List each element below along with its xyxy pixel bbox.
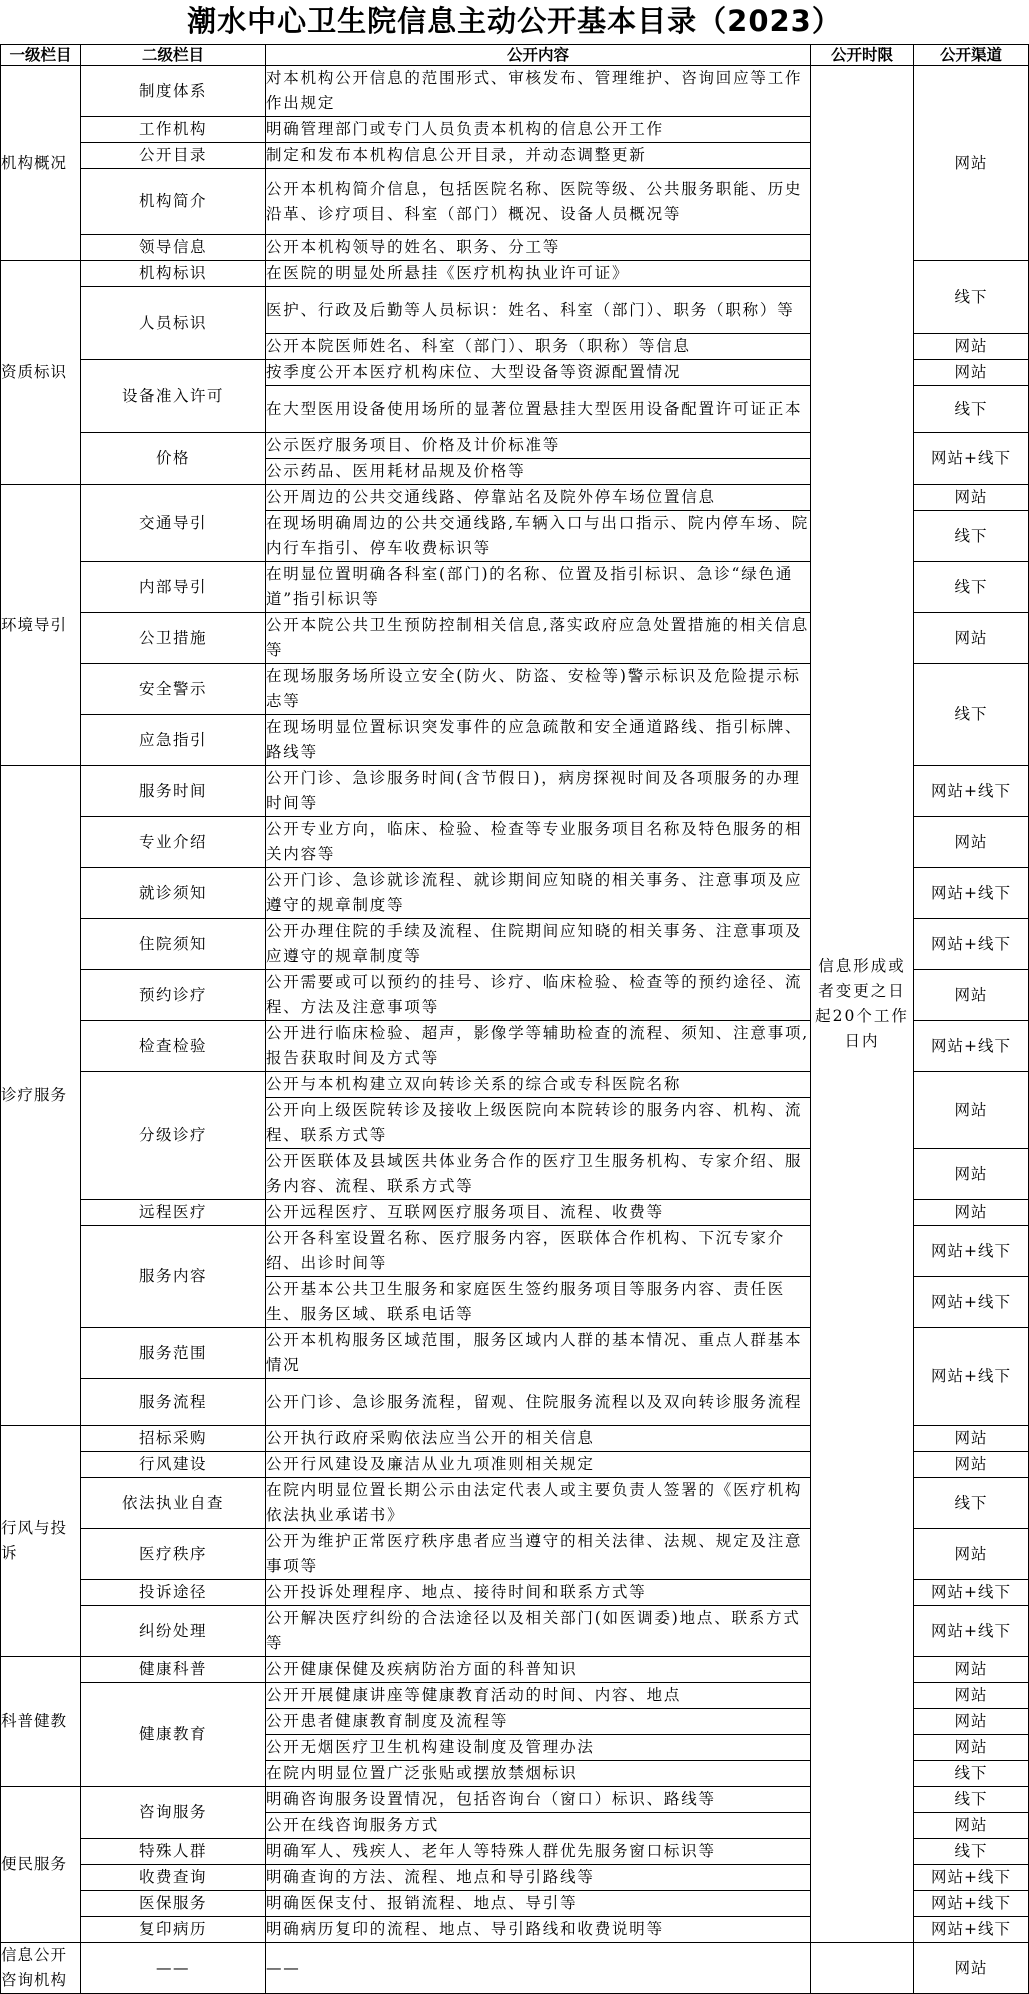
content-cell: 公开本院公共卫生预防控制相关信息,落实政府应急处置措施的相关信息等 <box>266 613 811 664</box>
channel-cell: 网站 <box>914 613 1029 664</box>
level2-cell: 价格 <box>81 433 266 485</box>
level2-cell: 领导信息 <box>81 235 266 261</box>
content-cell: 公开开展健康讲座等健康教育活动的时间、内容、地点 <box>266 1683 811 1709</box>
content-cell: 在医院的明显处所悬挂《医疗机构执业许可证》 <box>266 261 811 287</box>
content-cell: 公开本机构领导的姓名、职务、分工等 <box>266 235 811 261</box>
header-channel: 公开渠道 <box>914 45 1029 66</box>
level2-cell: 特殊人群 <box>81 1839 266 1865</box>
channel-cell: 线下 <box>914 386 1029 433</box>
level2-cell: 应急指引 <box>81 715 266 766</box>
content-cell: 对本机构公开信息的范围形式、审核发布、管理维护、咨询回应等工作作出规定 <box>266 66 811 117</box>
channel-cell: 网站+线下 <box>914 1891 1029 1917</box>
catalog-table <box>0 44 1029 1994</box>
level2-cell: 健康教育 <box>81 1683 266 1787</box>
content-cell: 公开无烟医疗卫生机构建设制度及管理办法 <box>266 1735 811 1761</box>
level2-cell: 机构简介 <box>81 169 266 235</box>
level1-cell: 科普健教 <box>1 1657 81 1787</box>
channel-cell: 网站 <box>914 1943 1029 1994</box>
content-cell: 明确军人、残疾人、老年人等特殊人群优先服务窗口标识等 <box>266 1839 811 1865</box>
level2-cell: 纠纷处理 <box>81 1606 266 1657</box>
channel-cell: 线下 <box>914 562 1029 613</box>
channel-cell: 网站 <box>914 1426 1029 1452</box>
channel-cell: 网站 <box>914 334 1029 360</box>
content-cell: 在院内明显位置广泛张贴或摆放禁烟标识 <box>266 1761 811 1787</box>
level2-cell: 医保服务 <box>81 1891 266 1917</box>
table-row <box>1 66 1029 117</box>
channel-cell: 网站+线下 <box>914 919 1029 970</box>
channel-cell: 线下 <box>914 664 1029 766</box>
content-cell: 明确咨询服务设置情况，包括咨询台（窗口）标识、路线等 <box>266 1787 811 1813</box>
level2-cell: 服务流程 <box>81 1379 266 1426</box>
content-cell: 公开周边的公共交通线路、停靠站名及院外停车场位置信息 <box>266 485 811 511</box>
level2-cell: 内部导引 <box>81 562 266 613</box>
content-cell: 公开本机构服务区域范围，服务区域内人群的基本情况、重点人群基本情况 <box>266 1328 811 1379</box>
content-cell: 公开专业方向，临床、检验、检查等专业服务项目名称及特色服务的相关内容等 <box>266 817 811 868</box>
level2-cell: 住院须知 <box>81 919 266 970</box>
channel-cell: 网站+线下 <box>914 1328 1029 1426</box>
level2-cell: 服务内容 <box>81 1226 266 1328</box>
content-cell: 公开各科室设置名称、医疗服务内容，医联体合作机构、下沉专家介绍、出诊时间等 <box>266 1226 811 1277</box>
channel-cell: 线下 <box>914 1839 1029 1865</box>
level2-cell: 咨询服务 <box>81 1787 266 1839</box>
channel-cell: 网站 <box>914 1529 1029 1580</box>
level2-cell: 健康科普 <box>81 1657 266 1683</box>
content-cell: 公开门诊、急诊服务时间(含节假日)，病房探视时间及各项服务的办理时间等 <box>266 766 811 817</box>
content-cell: 公开执行政府采购依法应当公开的相关信息 <box>266 1426 811 1452</box>
table-header-row <box>1 45 1029 66</box>
level2-cell: 机构标识 <box>81 261 266 287</box>
channel-cell: 网站 <box>914 1735 1029 1761</box>
channel-cell: 网站 <box>914 970 1029 1021</box>
level2-cell: 医疗秩序 <box>81 1529 266 1580</box>
content-cell: 在明显位置明确各科室(部门)的名称、位置及指引标识、急诊“绿色通道”指引标识等 <box>266 562 811 613</box>
content-cell: 在现场服务场所设立安全(防火、防盗、安检等)警示标识及危险提示标志等 <box>266 664 811 715</box>
level2-cell: —— <box>81 1943 266 1994</box>
time-limit-cell: 信息形成或者变更之日起20个工作日内 <box>811 66 914 1943</box>
content-cell: 公开医联体及县域医共体业务合作的医疗卫生服务机构、专家介绍、服务内容、流程、联系方式等 <box>266 1149 811 1200</box>
level2-cell: 人员标识 <box>81 287 266 360</box>
level2-cell: 设备准入许可 <box>81 360 266 433</box>
content-cell: 公示药品、医用耗材品规及价格等 <box>266 459 811 485</box>
level1-cell: 便民服务 <box>1 1787 81 1943</box>
content-cell: 在现场明确周边的公共交通线路,车辆入口与出口指示、院内停车场、院内行车指引、停车收费标识等 <box>266 511 811 562</box>
level2-cell: 服务时间 <box>81 766 266 817</box>
channel-cell: 线下 <box>914 1761 1029 1787</box>
content-cell: 公开基本公共卫生服务和家庭医生签约服务项目等服务内容、责任医生、服务区域、联系电话等 <box>266 1277 811 1328</box>
level2-cell: 投诉途径 <box>81 1580 266 1606</box>
content-cell: 公开行风建设及廉洁从业九项准则相关规定 <box>266 1452 811 1478</box>
content-cell: 公开本机构简介信息，包括医院名称、医院等级、公共服务职能、历史沿革、诊疗项目、科室（部门）概况、设备人员概况等 <box>266 169 811 235</box>
level2-cell: 服务范围 <box>81 1328 266 1379</box>
content-cell: 公开患者健康教育制度及流程等 <box>266 1709 811 1735</box>
level2-cell: 公卫措施 <box>81 613 266 664</box>
channel-cell: 网站+线下 <box>914 1580 1029 1606</box>
content-cell: 公开需要或可以预约的挂号、诊疗、临床检验、检查等的预约途径、流程、方法及注意事项等 <box>266 970 811 1021</box>
channel-cell: 网站+线下 <box>914 1021 1029 1072</box>
level2-cell: 分级诊疗 <box>81 1072 266 1200</box>
header-level2: 二级栏目 <box>81 45 266 66</box>
content-cell: 公开进行临床检验、超声，影像学等辅助检查的流程、须知、注意事项,报告获取时间及方式等 <box>266 1021 811 1072</box>
content-cell: 公开解决医疗纠纷的合法途径以及相关部门(如医调委)地点、联系方式等 <box>266 1606 811 1657</box>
channel-cell: 网站 <box>914 1709 1029 1735</box>
level1-cell: 行风与投诉 <box>1 1426 81 1657</box>
channel-cell: 网站+线下 <box>914 433 1029 485</box>
channel-cell: 网站+线下 <box>914 868 1029 919</box>
channel-cell: 网站 <box>914 1072 1029 1149</box>
channel-cell: 网站 <box>914 1200 1029 1226</box>
level1-cell: 信息公开咨询机构 <box>1 1943 81 1994</box>
level2-cell: 工作机构 <box>81 117 266 143</box>
table-row <box>1 1943 1029 1994</box>
content-cell: 公开投诉处理程序、地点、接待时间和联系方式等 <box>266 1580 811 1606</box>
channel-cell: 网站 <box>914 360 1029 386</box>
channel-cell: 网站+线下 <box>914 1865 1029 1891</box>
content-cell: 公开门诊、急诊就诊流程、就诊期间应知晓的相关事务、注意事项及应遵守的规章制度等 <box>266 868 811 919</box>
content-cell: 公示医疗服务项目、价格及计价标准等 <box>266 433 811 459</box>
content-cell: 公开为维护正常医疗秩序患者应当遵守的相关法律、法规、规定及注意事项等 <box>266 1529 811 1580</box>
content-cell: 按季度公开本医疗机构床位、大型设备等资源配置情况 <box>266 360 811 386</box>
channel-cell: 网站 <box>914 1683 1029 1709</box>
content-cell: 公开办理住院的手续及流程、住院期间应知晓的相关事务、注意事项及应遵守的规章制度等 <box>266 919 811 970</box>
content-cell: 明确查询的方法、流程、地点和导引路线等 <box>266 1865 811 1891</box>
channel-cell: 线下 <box>914 511 1029 562</box>
content-cell: 公开向上级医院转诊及接收上级医院向本院转诊的服务内容、机构、流程、联系方式等 <box>266 1098 811 1149</box>
level2-cell: 制度体系 <box>81 66 266 117</box>
content-cell: —— <box>266 1943 811 1994</box>
level2-cell: 安全警示 <box>81 664 266 715</box>
level2-cell: 公开目录 <box>81 143 266 169</box>
level1-cell: 资质标识 <box>1 261 81 485</box>
channel-cell: 网站 <box>914 817 1029 868</box>
level2-cell: 交通导引 <box>81 485 266 562</box>
channel-cell: 网站+线下 <box>914 1226 1029 1277</box>
content-cell: 医护、行政及后勤等人员标识：姓名、科室（部门）、职务（职称）等 <box>266 287 811 334</box>
content-cell: 制定和发布本机构信息公开目录，并动态调整更新 <box>266 143 811 169</box>
channel-cell: 网站 <box>914 485 1029 511</box>
level2-cell: 收费查询 <box>81 1865 266 1891</box>
content-cell: 公开远程医疗、互联网医疗服务项目、流程、收费等 <box>266 1200 811 1226</box>
content-cell: 公开健康保健及疾病防治方面的科普知识 <box>266 1657 811 1683</box>
level2-cell: 专业介绍 <box>81 817 266 868</box>
channel-cell: 网站+线下 <box>914 1917 1029 1943</box>
table-body <box>1 66 1029 1994</box>
content-cell: 明确医保支付、报销流程、地点、导引等 <box>266 1891 811 1917</box>
channel-cell: 网站 <box>914 1452 1029 1478</box>
level1-cell: 环境导引 <box>1 485 81 766</box>
channel-cell: 网站+线下 <box>914 1277 1029 1328</box>
content-cell: 公开门诊、急诊服务流程，留观、住院服务流程以及双向转诊服务流程 <box>266 1379 811 1426</box>
header-time-limit: 公开时限 <box>811 45 914 66</box>
content-cell: 在大型医用设备使用场所的显著位置悬挂大型医用设备配置许可证正本 <box>266 386 811 433</box>
content-cell: 公开本院医师姓名、科室（部门）、职务（职称）等信息 <box>266 334 811 360</box>
level1-cell: 机构概况 <box>1 66 81 261</box>
level1-cell: 诊疗服务 <box>1 766 81 1426</box>
level2-cell: 预约诊疗 <box>81 970 266 1021</box>
channel-cell: 线下 <box>914 261 1029 334</box>
level2-cell: 远程医疗 <box>81 1200 266 1226</box>
content-cell: 在现场明显位置标识突发事件的应急疏散和安全通道路线、指引标牌、路线等 <box>266 715 811 766</box>
content-cell: 明确病历复印的流程、地点、导引路线和收费说明等 <box>266 1917 811 1943</box>
channel-cell: 网站+线下 <box>914 766 1029 817</box>
level2-cell: 复印病历 <box>81 1917 266 1943</box>
channel-cell: 网站 <box>914 1813 1029 1839</box>
header-content: 公开内容 <box>266 45 811 66</box>
channel-cell: 网站 <box>914 1149 1029 1200</box>
level2-cell: 就诊须知 <box>81 868 266 919</box>
time-limit-cell-empty <box>811 1943 914 1994</box>
content-cell: 公开在线咨询服务方式 <box>266 1813 811 1839</box>
level2-cell: 检查检验 <box>81 1021 266 1072</box>
content-cell: 明确管理部门或专门人员负责本机构的信息公开工作 <box>266 117 811 143</box>
channel-cell: 网站+线下 <box>914 1606 1029 1657</box>
channel-cell: 线下 <box>914 1478 1029 1529</box>
page-title: 潮水中心卫生院信息主动公开基本目录（2023） <box>187 4 842 38</box>
channel-cell: 网站 <box>914 1657 1029 1683</box>
channel-cell: 网站 <box>914 66 1029 261</box>
level2-cell: 招标采购 <box>81 1426 266 1452</box>
content-cell: 公开与本机构建立双向转诊关系的综合或专科医院名称 <box>266 1072 811 1098</box>
header-level1: 一级栏目 <box>1 45 81 66</box>
level2-cell: 依法执业自查 <box>81 1478 266 1529</box>
channel-cell: 线下 <box>914 1787 1029 1813</box>
content-cell: 在院内明显位置长期公示由法定代表人或主要负责人签署的《医疗机构依法执业承诺书》 <box>266 1478 811 1529</box>
level2-cell: 行风建设 <box>81 1452 266 1478</box>
